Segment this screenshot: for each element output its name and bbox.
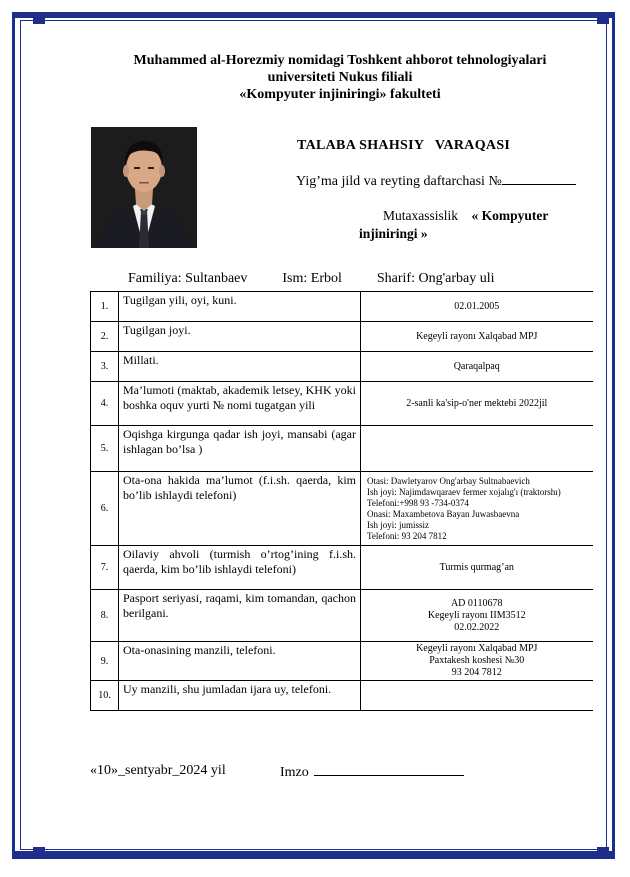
- answer-line: 02.01.2005: [454, 300, 500, 312]
- row-question: Oqishga kirgunga qadar ish joyi, mansabi (agar ishlagan bo’lsa ): [119, 426, 361, 472]
- specialty-label: Mutaxassislik: [383, 208, 459, 223]
- answer-line: Kegeyli rayonı IIM3512: [427, 609, 526, 621]
- row-question: Tugilgan joyi.: [119, 322, 361, 352]
- table-row: [91, 681, 593, 711]
- table-row: [91, 472, 593, 546]
- surname-field: Familiya: Sultanbaev: [128, 271, 248, 286]
- row-question: Pasport seriyasi, raqami, kim tomandan, qachon berilgani.: [119, 590, 361, 642]
- first-name-field: Ism: Erbol: [282, 271, 342, 286]
- student-photo: [91, 127, 197, 248]
- answer-line: 2-sanli ka'sip-o'ner mektebi 2022jil: [406, 397, 548, 409]
- row-answer: [361, 426, 593, 472]
- border-corner-mark: [33, 12, 45, 24]
- row-answer: [361, 292, 593, 322]
- row-number: 7.: [91, 546, 119, 590]
- row-question: Tugilgan yili, oyi, kuni.: [119, 292, 361, 322]
- page-border-top-band: [12, 12, 615, 18]
- register-number-blank[interactable]: [502, 172, 576, 185]
- answer-line: Onasi: Maxambetova Bayan Juwasbaevna: [367, 508, 520, 519]
- signature-label: Imzo: [280, 765, 309, 780]
- portrait-image: [91, 127, 197, 248]
- answer-line: 02.02.2022: [454, 621, 500, 633]
- header-line-2: universiteti Nukus filiali: [267, 70, 413, 85]
- row-question: Ota-onasining manzili, telefoni.: [119, 642, 361, 681]
- page-border-bottom-band: [12, 851, 615, 857]
- answer-line: Turmis qurmag’an: [439, 561, 514, 573]
- answer-line: Qaraqalpaq: [453, 360, 500, 372]
- row-answer: [361, 546, 593, 590]
- answer-line: Ish joyi: jumissiz: [367, 519, 430, 530]
- answer-line: Telefoni: 93 204 7812: [367, 530, 447, 541]
- signature-date: «10»_sentyabr_2024 yil: [90, 763, 226, 778]
- row-number: 9.: [91, 642, 119, 681]
- table-row: [91, 292, 593, 322]
- border-corner-mark: [33, 847, 45, 859]
- row-number: 5.: [91, 426, 119, 472]
- answer-line: Kegeyli rayonı Xalqabad MPJ: [416, 643, 538, 654]
- border-corner-mark: [597, 847, 609, 859]
- signature-blank[interactable]: [314, 763, 464, 776]
- table-row: [91, 426, 593, 472]
- row-question: Uy manzili, shu jumladan ijara uy, telefoni.: [119, 681, 361, 711]
- header-line-1: Muhammed al-Horezmiy nomidagi Toshkent ahborot tehnologiyalari: [133, 53, 547, 68]
- student-names-line: [128, 271, 494, 287]
- signature-line: [280, 763, 464, 781]
- answer-line: Paxtakesh koshesi №30: [429, 655, 525, 666]
- row-number: 4.: [91, 382, 119, 426]
- row-question: Ota-ona hakida ma’lumot (f.i.sh. qaerda, kim bo’lib ishlaydi telefoni): [119, 472, 361, 546]
- table-row: [91, 322, 593, 352]
- row-answer: [361, 681, 593, 711]
- header-line-3: «Kompyuter injiniringi» fakulteti: [239, 87, 441, 102]
- row-question: Oilaviy ahvoli (turmish o’rtog’ining f.i.sh. qaerda, kim bo’lib ishlaydi telefoni): [119, 546, 361, 590]
- register-number-line: [296, 172, 576, 190]
- row-answer: [361, 382, 593, 426]
- row-number: 1.: [91, 292, 119, 322]
- answer-line: Telefoni:+998 93 -734-0374: [367, 497, 469, 508]
- answer-line: Kegeyli rayonı Xalqabad MPJ: [416, 330, 538, 342]
- row-number: 8.: [91, 590, 119, 642]
- answer-line: AD 0110678: [450, 597, 503, 609]
- specialty-line: [359, 207, 584, 243]
- table-row: [91, 546, 593, 590]
- patronymic-field: Sharif: Ong'arbay uli: [376, 271, 495, 286]
- table-row: [91, 382, 593, 426]
- row-answer: [361, 322, 593, 352]
- row-number: 6.: [91, 472, 119, 546]
- border-corner-mark: [597, 12, 609, 24]
- row-answer: [361, 352, 593, 382]
- row-number: 3.: [91, 352, 119, 382]
- answer-line: Ish joyi: Najimdawqaraev fermer xojalıg'ı (traktorshı): [367, 486, 561, 497]
- answer-line: Otasi: Dawletyarov Ong'arbay Sultnabaevich: [367, 475, 530, 486]
- table-row: [91, 590, 593, 642]
- answer-line: 93 204 7812: [451, 667, 502, 678]
- institution-header: [90, 52, 590, 103]
- row-number: 10.: [91, 681, 119, 711]
- row-question: Ma’lumoti (maktab, akademik letsey, KHK yoki boshka oquv yurti № nomi tugatgan yili: [119, 382, 361, 426]
- row-answer: [361, 642, 593, 681]
- specialty-value: « Kompyuter injiniringi »: [359, 208, 549, 241]
- row-question: Millati.: [119, 352, 361, 382]
- row-answer: [361, 590, 593, 642]
- register-label: Yig’ma jild va reyting daftarchasi №: [296, 174, 502, 189]
- table-row: [91, 352, 593, 382]
- row-number: 2.: [91, 322, 119, 352]
- document-title: TALABA SHAHSIY VARAQASI: [297, 138, 511, 153]
- personal-info-table: [90, 291, 593, 711]
- row-answer: [361, 472, 593, 546]
- table-row: [91, 642, 593, 681]
